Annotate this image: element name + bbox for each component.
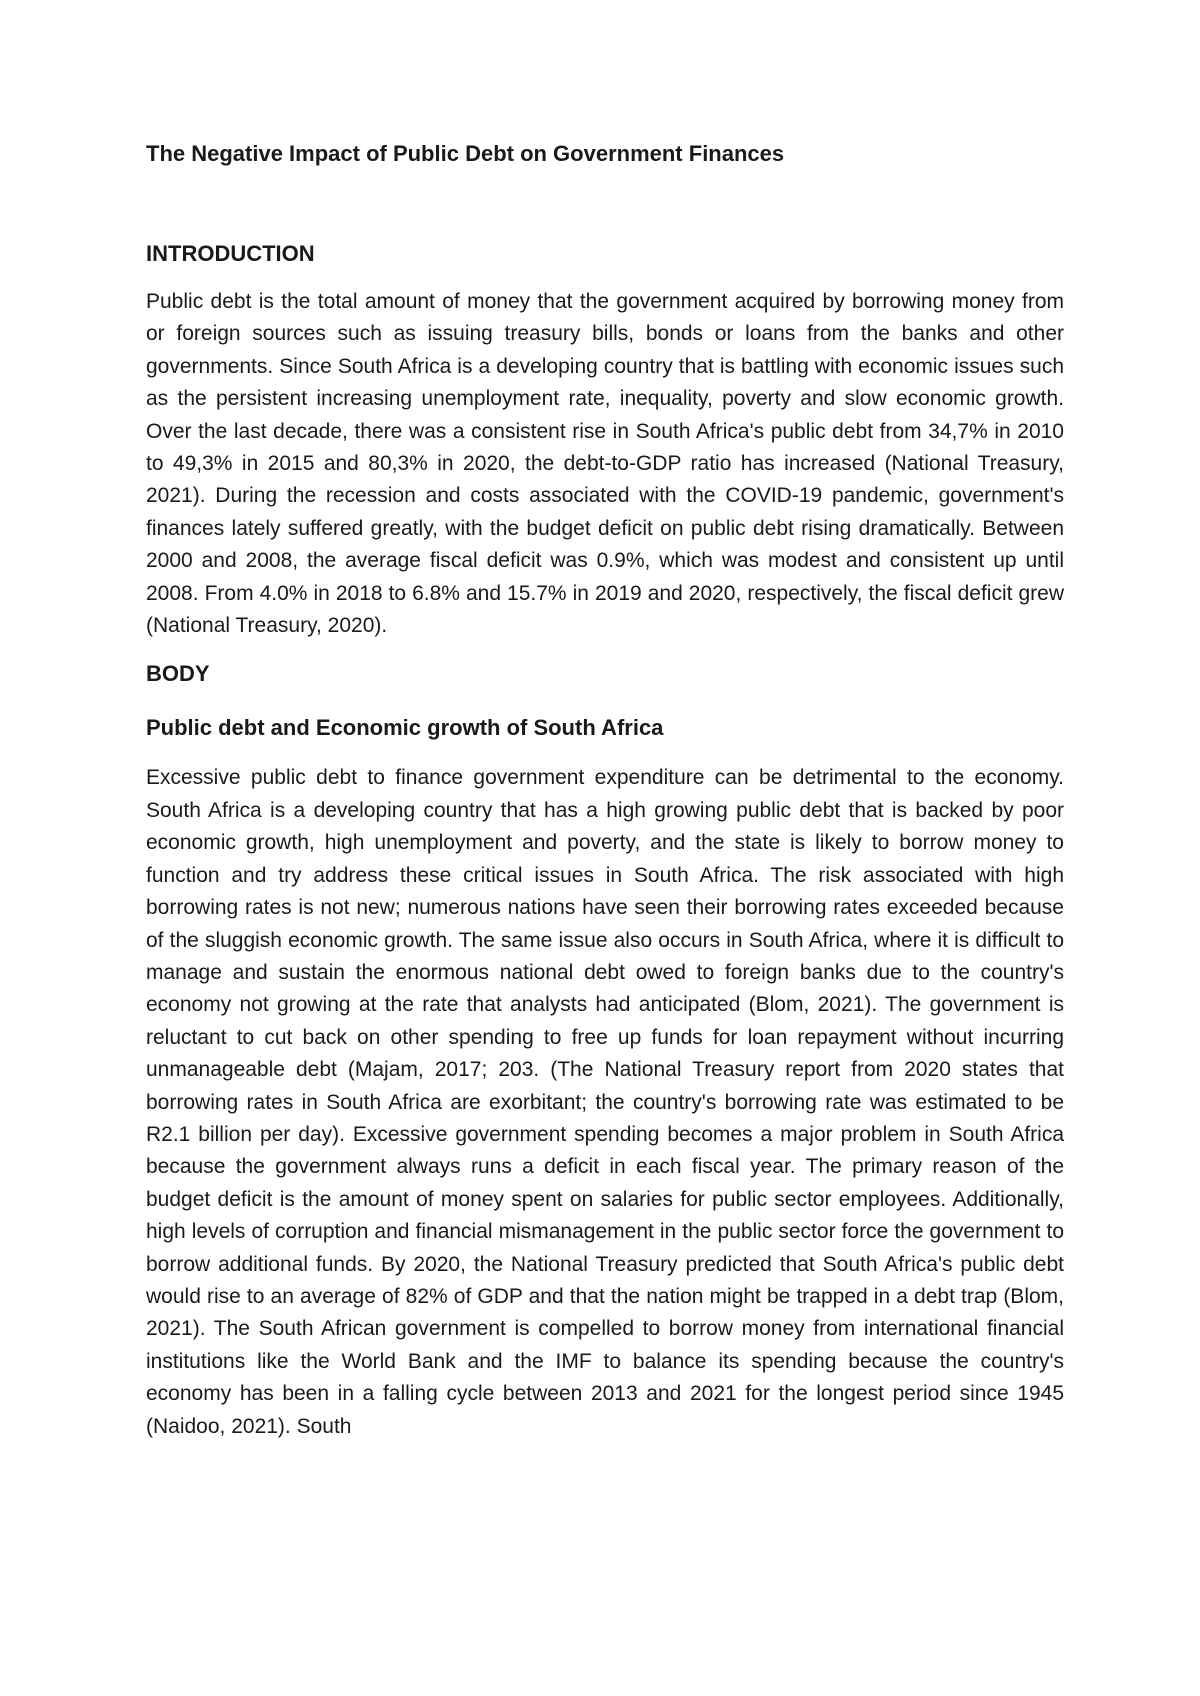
introduction-paragraph: Public debt is the total amount of money that the government acquired by borrowing money from or foreign sources such as issuing treasury bills, bonds or loans from the banks and other governments. Since South Africa is a developing country that is battling with economic issues such as the persistent increasing unemployment rate, inequality, poverty and slow economic growth. Over the last decade, there was a consistent rise in South Africa's public debt from 34,7% in 2010 to 49,3% in 2015 and 80,3% in 2020, the debt-to-GDP ratio has increased (National Treasury, 2021). During the recession and costs associated with the COVID-19 pandemic, government's finances lately suffered greatly, with the budget deficit on public debt rising dramatically. Between 2000 and 2008, the average fiscal deficit was 0.9%, which was modest and consistent up until 2008. From 4.0% in 2018 to 6.8% and 15.7% in 2019 and 2020, respectively, the fiscal deficit grew (National Treasury, 2020).	[146, 290, 1064, 638]
document-title: The Negative Impact of Public Debt on Government Finances	[146, 141, 785, 166]
body-subheading: Public debt and Economic growth of South Africa	[146, 715, 664, 741]
body-heading: BODY	[146, 661, 210, 687]
introduction-heading: INTRODUCTION	[146, 241, 315, 266]
document-content	[146, 140, 1064, 1443]
body-paragraph: Excessive public debt to finance government expenditure can be detrimental to the economy. South Africa is a developing country that has a high growing public debt that is backed by poor economic growth, high unemployment and poverty, and the state is likely to borrow money to function and try address these critical issues in South Africa. The risk associated with high borrowing rates is not new; numerous nations have seen their borrowing rates exceeded because of the sluggish economic growth. The same issue also occurs in South Africa, where it is difficult to manage and sustain the enormous national debt owed to foreign banks due to the country's economy not growing at the rate that analysts had anticipated (Blom, 2021). The government is reluctant to cut back on other spending to free up funds for loan repayment without incurring unmanageable debt (Majam, 2017; 203. (The National Treasury report from 2020 states that borrowing rates in South Africa are exorbitant; the country's borrowing rate was estimated to be R2.1 billion per day). Excessive government spending becomes a major problem in South Africa because the government always runs a deficit in each fiscal year. The primary reason of the budget deficit is the amount of money spent on salaries for public sector employees. Additionally, high levels of corruption and financial mismanagement in the public sector force the government to borrow additional funds. By 2020, the National Treasury predicted that South Africa's public debt would rise to an average of 82% of GDP and that the nation might be trapped in a debt trap (Blom, 2021). The South African government is compelled to borrow money from international financial institutions like the World Bank and the IMF to balance its spending because the country's economy has been in a falling cycle between 2013 and 2021 for the longest period since 1945 (Naidoo, 2021). South	[146, 766, 1064, 1438]
